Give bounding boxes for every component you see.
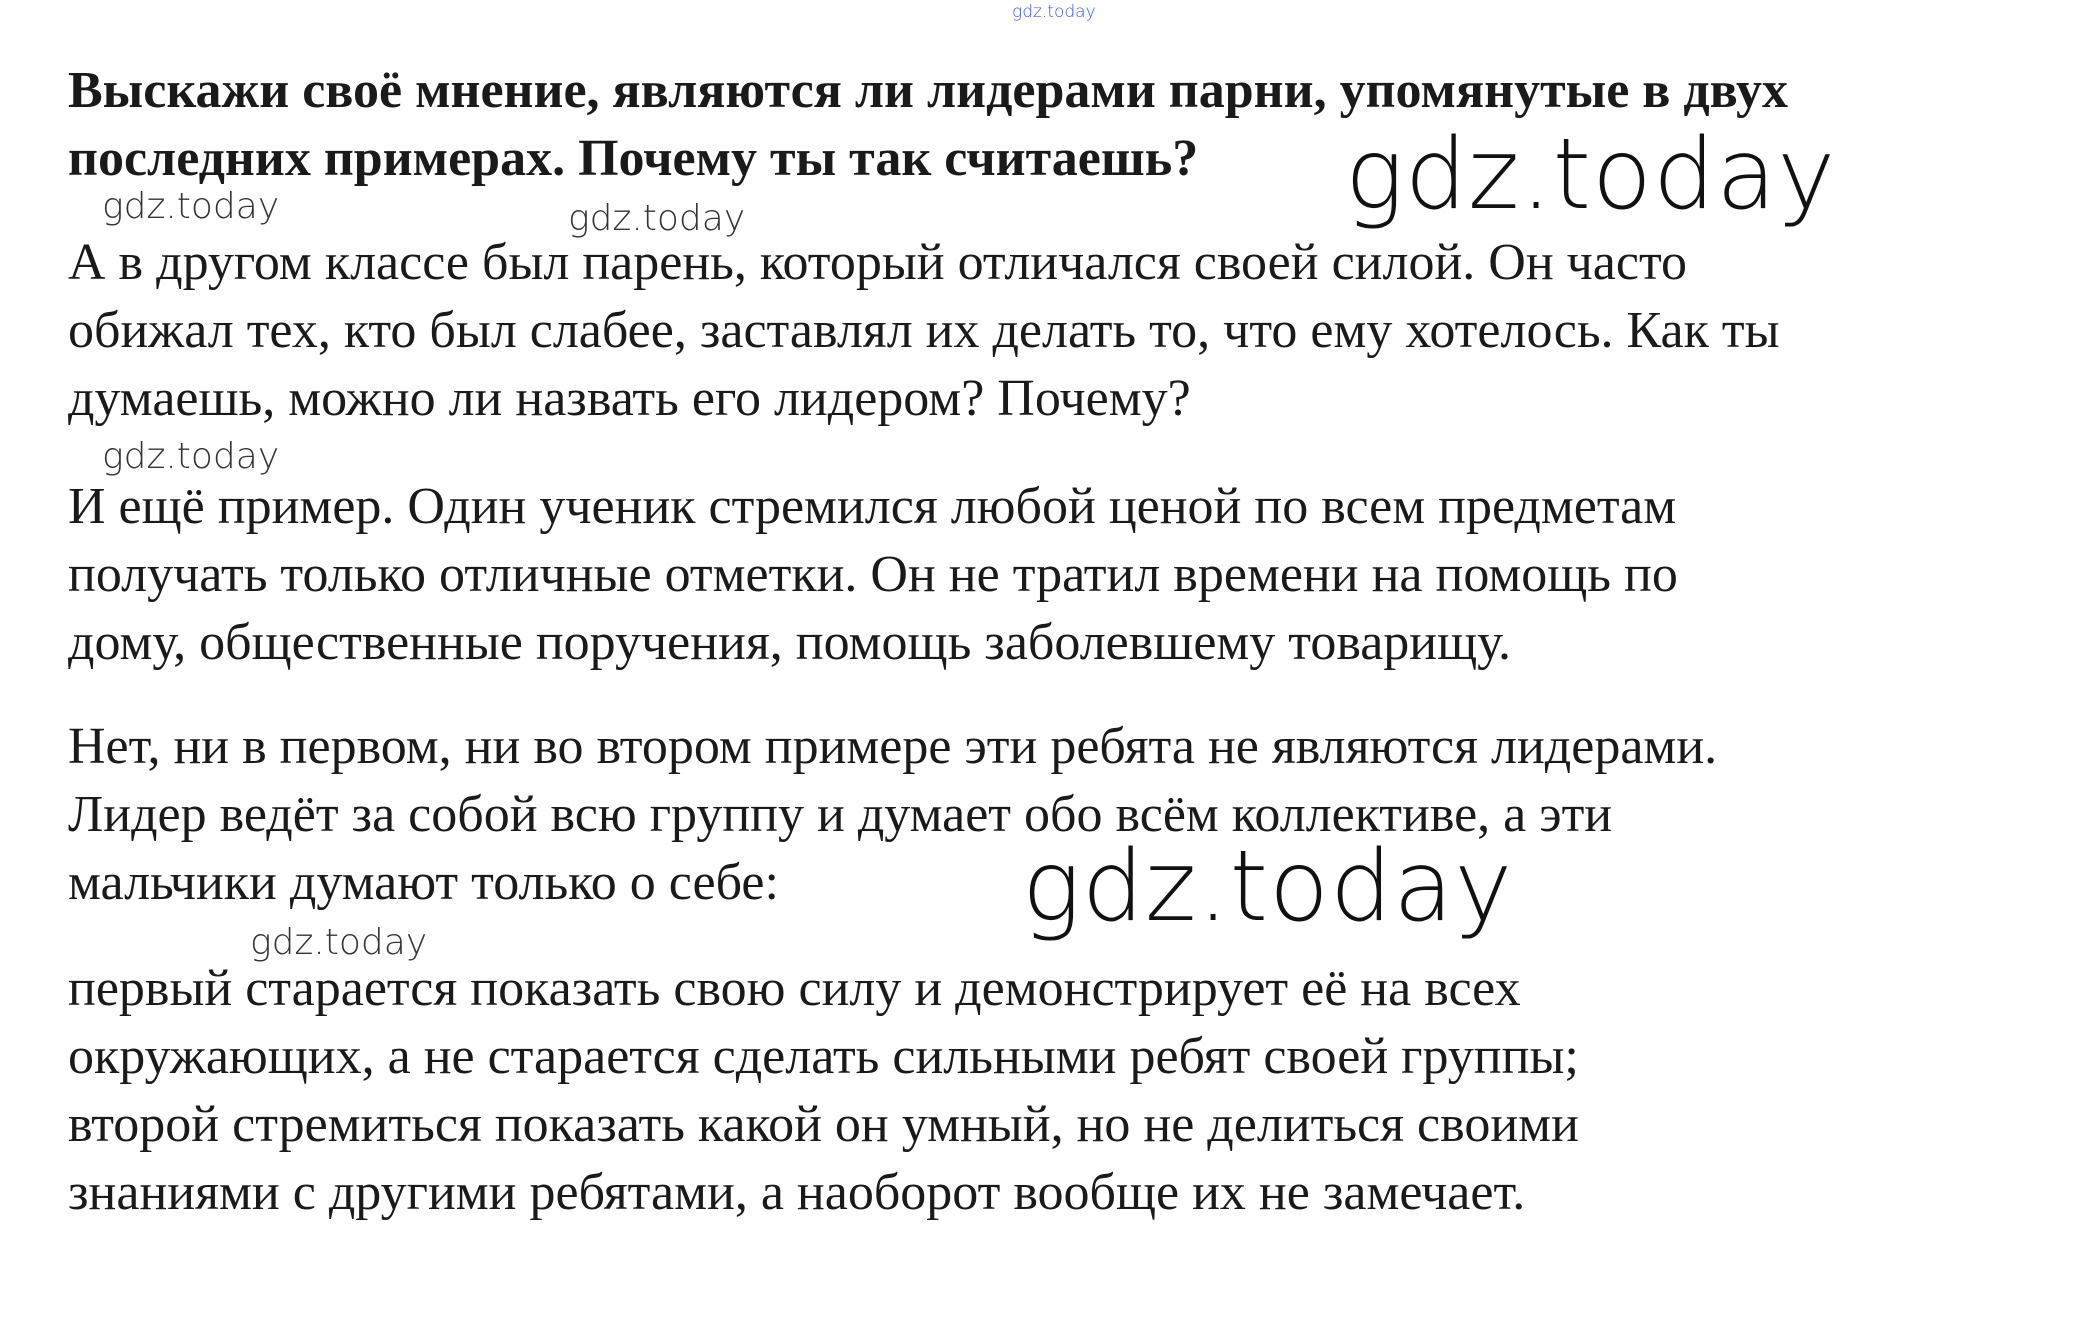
example2-line-2: получать только отличные отметки. Он не тратил времени на помощь по [68, 546, 1678, 603]
watermark-small-4: gdz.today [250, 922, 428, 963]
watermark-small-2: gdz.today [568, 198, 746, 239]
explanation-line-2: окружающих, а не старается сделать сильными ребят своей группы; [68, 1028, 1579, 1085]
answer-line-2: Лидер ведёт за собой всю группу и думает обо всём коллективе, а эти [68, 786, 1613, 843]
example2-line-1: И ещё пример. Один ученик стремился любой ценой по всем предметам [68, 478, 1677, 535]
explanation-line-1: первый старается показать свою силу и демонстрирует её на всех [68, 960, 1521, 1017]
answer-line-3: мальчики думают только о себе: [68, 854, 779, 911]
watermark-top: gdz.today [1012, 2, 1096, 22]
answer-line-1: Нет, ни в первом, ни во втором примере эти ребята не являются лидерами. [68, 718, 1718, 775]
example1-line-2: обижал тех, кто был слабее, заставлял их делать то, что ему хотелось. Как ты [68, 302, 1780, 359]
example2-line-3: дому, общественные поручения, помощь заболевшему товарищу. [68, 614, 1511, 671]
question-line-1: Выскажи своё мнение, являются ли лидерами парни, упомянутые в двух [68, 62, 1788, 119]
example1-line-3: думаешь, можно ли назвать его лидером? Почему? [68, 370, 1191, 427]
watermark-big-1: gdz.today [1345, 118, 1837, 232]
explanation-line-4: знаниями с другими ребятами, а наоборот вообще их не замечает. [68, 1164, 1526, 1221]
watermark-big-2: gdz.today [1022, 830, 1514, 944]
explanation-line-3: второй стремиться показать какой он умный, но не делиться своими [68, 1096, 1579, 1153]
question-line-2: последних примерах. Почему ты так считаешь? [68, 130, 1199, 187]
watermark-small-1: gdz.today [102, 186, 280, 227]
example1-line-1: А в другом классе был парень, который отличался своей силой. Он часто [68, 234, 1688, 291]
watermark-small-3: gdz.today [102, 436, 280, 477]
